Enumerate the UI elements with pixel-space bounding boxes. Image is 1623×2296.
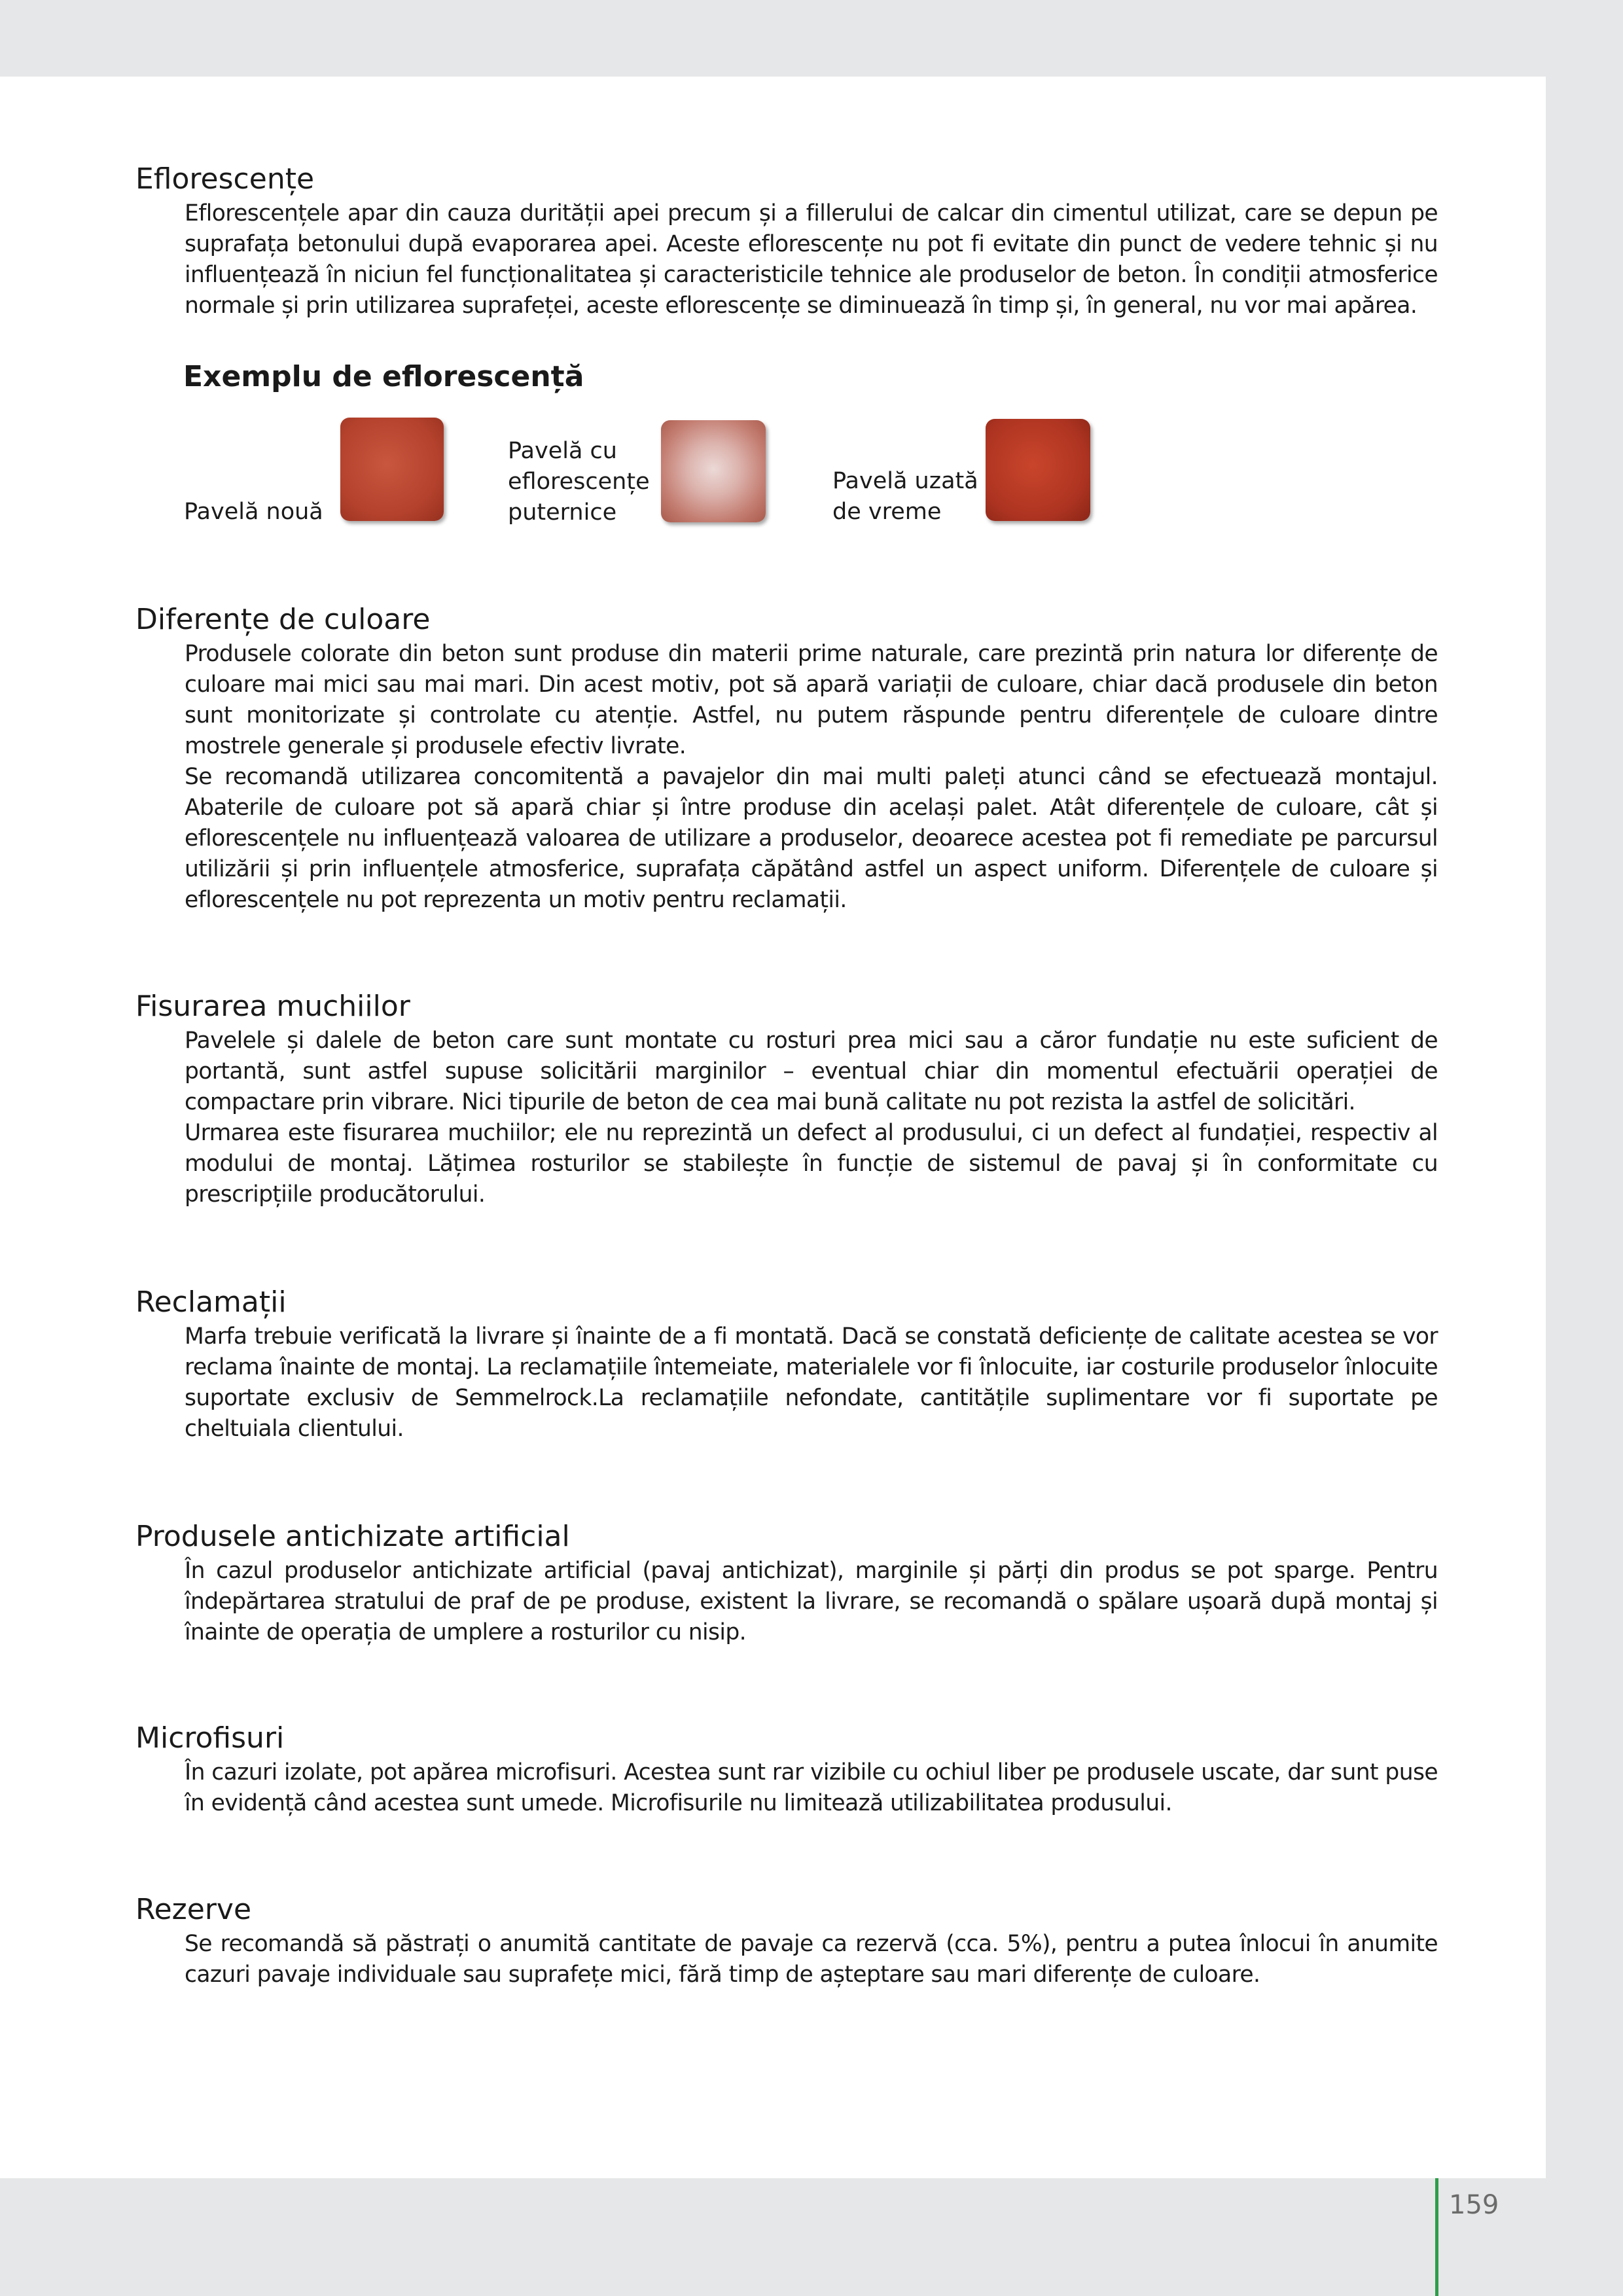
- paragraph: Produsele colorate din beton sunt produse din materii prime naturale, care prezintă prin natura lor diferențe de culoare mai mici sau mai mari. Din acest motiv, pot să apară variații de culoare, chiar dacă produsele din beton sunt monitorizate și controlate cu atenție. Astfel, nu putem răspunde pentru diferențele de culoare dintre mostrele generale și produsele efectiv livrate.: [185, 641, 1438, 759]
- section-heading-diferente: Diferențe de culoare: [135, 603, 431, 636]
- section-text-rezerve: [185, 1929, 1438, 1990]
- paragraph: În cazuri izolate, pot apărea microfisuri. Acestea sunt rar vizibile cu ochiul liber pe produsele uscate, dar sunt puse în evidență când acestea sunt umede. Microfisurile nu limitează utilizabilitatea produsului.: [185, 1759, 1438, 1816]
- section-heading-eflorescente: Eflorescențe: [135, 162, 315, 196]
- section-text-fisurarea: [185, 1026, 1438, 1210]
- caption-line: de vreme: [832, 499, 942, 525]
- caption-line: Pavelă cu: [508, 438, 617, 464]
- footer-accent-rule: [1435, 2178, 1438, 2296]
- section-text-reclamatii: [185, 1321, 1438, 1444]
- section-text-eflorescente: [185, 198, 1438, 321]
- section-heading-reclamatii: Reclamații: [135, 1285, 287, 1319]
- caption-line: eflorescențe: [508, 469, 650, 495]
- paragraph: Se recomandă utilizarea concomitentă a pavajelor din mai multi paleți atunci când se efectuează montajul. Abaterile de culoare pot să apară chiar și între produse din același palet. Atât diferențele de culoare, cât și eflorescențele nu influențează valoarea de utilizare a produselor, deoarece acestea pot fi remediate pe parcursul utilizării și prin influențele atmosferice, suprafața căpătând astfel un aspect uniform. Diferențele de culoare și eflorescențele nu pot reprezenta un motiv pentru reclamații.: [185, 764, 1438, 913]
- caption-weathered-paver: [832, 466, 978, 528]
- paragraph: Urmarea este fisurarea muchiilor; ele nu reprezintă un defect al produsului, ci un defect al fundației, respectiv al modului de montaj. Lățimea rosturilor se stabilește în funcție de sistemul de pavaj și în conformitate cu prescripțiile producătorului.: [185, 1120, 1438, 1208]
- caption-line: Pavelă nouă: [184, 499, 323, 525]
- caption-new-paver: [184, 497, 323, 528]
- section-heading-fisurarea: Fisurarea muchiilor: [135, 990, 410, 1023]
- weathered-paver-image: [986, 419, 1090, 521]
- section-text-diferente: [185, 639, 1438, 916]
- section-heading-microfisuri: Microfisuri: [135, 1721, 285, 1755]
- page-number: 159: [1449, 2190, 1499, 2220]
- section-heading-rezerve: Rezerve: [135, 1893, 252, 1926]
- efflorescence-paver-image: [661, 420, 766, 522]
- example-heading: Exemplu de eflorescență: [183, 360, 584, 393]
- paragraph: Pavelele și dalele de beton care sunt montate cu rosturi prea mici sau a căror fundație nu este suficient de portantă, sunt astfel supuse solicitării marginilor – eventual chiar din momentul efectuării operației de compactare prin vibrare. Nici tipurile de beton de cea mai bună calitate nu pot rezista la astfel de solicitări.: [185, 1028, 1438, 1115]
- paragraph: Se recomandă să păstrați o anumită cantitate de pavaje ca rezervă (cca. 5%), pentru a putea înlocui în anumite cazuri pavaje individuale sau suprafețe mici, fără timp de așteptare sau mari diferențe de culoare.: [185, 1931, 1438, 1988]
- caption-efflorescence-paver: [508, 436, 650, 528]
- caption-line: puternice: [508, 499, 617, 526]
- paragraph: Marfa trebuie verificată la livrare și înainte de a fi montată. Dacă se constată deficiențe de calitate acestea se vor reclama înainte de montaj. La reclamațiile întemeiate, materialele vor fi înlocuite, iar costurile produselor înlocuite suportate exclusiv de Semmelrock.La reclamațiile nefondate, cantitățile suplimentare vor fi suportate pe cheltuiala clientului.: [185, 1323, 1438, 1442]
- section-text-microfisuri: [185, 1757, 1438, 1819]
- new-paver-image: [340, 418, 444, 521]
- section-text-antichizate: [185, 1556, 1438, 1648]
- section-heading-antichizate: Produsele antichizate artificial: [135, 1520, 570, 1553]
- caption-line: Pavelă uzată: [832, 468, 978, 494]
- paragraph: Eflorescențele apar din cauza durității apei precum și a fillerului de calcar din cimentul utilizat, care se depun pe suprafața betonului după evaporarea apei. Aceste eflorescențe nu pot fi evitate din punct de vedere tehnic și nu influențează în niciun fel funcționalitatea și caracteristicile tehnice ale produselor de beton. În condiții atmosferice normale și prin utilizarea suprafeței, aceste eflorescențe se diminuează în timp și, în general, nu vor mai apărea.: [185, 200, 1438, 319]
- paragraph: În cazul produselor antichizate artificial (pavaj antichizat), marginile și părți din produs se pot sparge. Pentru îndepărtarea stratului de praf de pe produse, existent la livrare, se recomandă o spălare ușoară după montaj și înainte de operația de umplere a rosturilor cu nisip.: [185, 1558, 1438, 1645]
